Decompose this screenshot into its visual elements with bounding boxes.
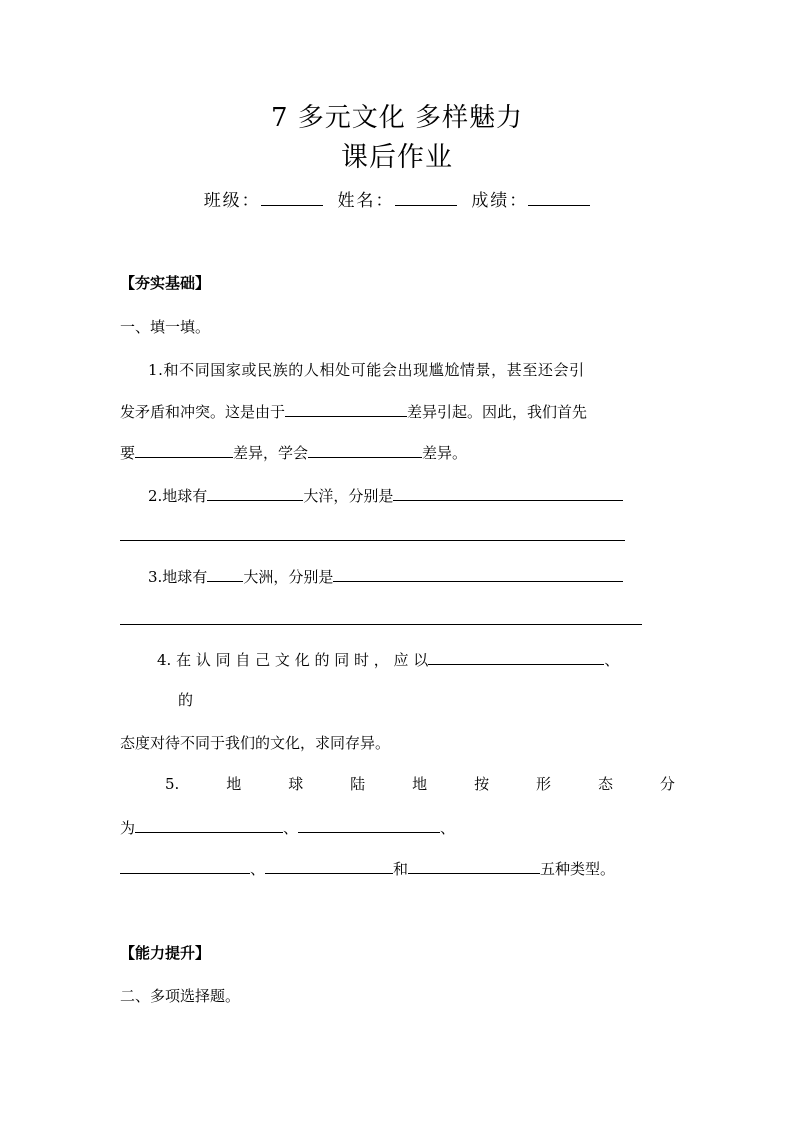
q1-text-d: 差异，学会 — [233, 444, 309, 462]
q1-line1: 1.和不同国家或民族的人相处可能会出现尴尬情景，甚至还会引 — [148, 361, 585, 379]
part-label-multiple-choice: 二、多项选择题。 — [120, 987, 241, 1005]
q2-line1 — [148, 484, 623, 507]
class-label: 班级： — [203, 191, 261, 211]
q5-line3 — [120, 857, 615, 880]
q5-blank-4[interactable] — [265, 857, 393, 874]
q3-blank-count[interactable] — [207, 565, 243, 582]
q5-tail: 五种类型。 — [540, 860, 616, 878]
q1-blank-1[interactable] — [285, 400, 407, 417]
q1-text-a: 发矛盾和冲突。这是由于 — [120, 403, 286, 421]
q5-char: 球 — [288, 775, 304, 793]
score-blank[interactable] — [528, 189, 590, 206]
q4-line3: 态度对待不同于我们的文化，求同存异。 — [120, 734, 391, 752]
q4-line1 — [157, 648, 619, 671]
q5-sep: 、 — [283, 819, 299, 837]
q4-line2: 的 — [178, 691, 194, 709]
student-info-row — [0, 189, 794, 213]
q5-sep: 、 — [440, 819, 456, 837]
q1-line2 — [120, 400, 587, 423]
q1-text-c: 要 — [120, 444, 136, 462]
q1-text-b: 差异引起。因此，我们首先 — [407, 403, 588, 421]
q3-line1 — [148, 565, 623, 588]
q4-blank[interactable] — [428, 648, 604, 665]
q1-text-e: 差异。 — [422, 444, 468, 462]
worksheet-subtitle: 课后作业 — [341, 142, 453, 173]
part-label-fill: 一、填一填。 — [120, 318, 211, 336]
q3-text-a: 3.地球有 — [148, 568, 208, 586]
q5-line2 — [120, 816, 455, 839]
worksheet-title: 7 多元文化 多样魅力 — [270, 103, 524, 133]
q5-text-a: 为 — [120, 819, 136, 837]
q5-char: 地 — [226, 775, 242, 793]
q4-text-b: 、 — [604, 651, 620, 669]
q1-blank-3[interactable] — [308, 441, 422, 458]
score-label: 成绩： — [471, 191, 529, 211]
q5-char: 地 — [412, 775, 428, 793]
q3-answer-line[interactable] — [120, 624, 642, 625]
q4-text-a: 4. 在 认 同 自 己 文 化 的 同 时 ， 应 以 — [157, 651, 429, 669]
q3-text-b: 大洲，分别是 — [243, 568, 334, 586]
q5-blank-3[interactable] — [120, 857, 250, 874]
q5-blank-1[interactable] — [135, 816, 283, 833]
q2-text-b: 大洋，分别是 — [303, 487, 394, 505]
name-blank[interactable] — [395, 189, 457, 206]
q2-answer-line[interactable] — [120, 540, 625, 541]
section-heading-advanced: 【能力提升】 — [120, 944, 211, 962]
q5-char: 按 — [474, 775, 490, 793]
q5-blank-2[interactable] — [298, 816, 440, 833]
q5-and: 和 — [393, 860, 409, 878]
q3-blank-names[interactable] — [333, 565, 623, 582]
q5-char: 5. — [165, 775, 180, 793]
q5-char: 态 — [597, 775, 613, 793]
q5-blank-5[interactable] — [408, 857, 540, 874]
q5-char: 形 — [536, 775, 552, 793]
q1-line3 — [120, 441, 467, 464]
q2-blank-count[interactable] — [207, 484, 303, 501]
q2-blank-names[interactable] — [393, 484, 623, 501]
q2-text-a: 2.地球有 — [148, 487, 208, 505]
section-heading-basics: 【夯实基础】 — [120, 274, 211, 292]
name-label: 姓名： — [337, 191, 395, 211]
q5-char: 陆 — [350, 775, 366, 793]
q1-blank-2[interactable] — [135, 441, 233, 458]
class-blank[interactable] — [261, 189, 323, 206]
q5-sep: 、 — [250, 860, 266, 878]
q5-char: 分 — [659, 775, 675, 793]
q5-line1 — [165, 773, 675, 795]
